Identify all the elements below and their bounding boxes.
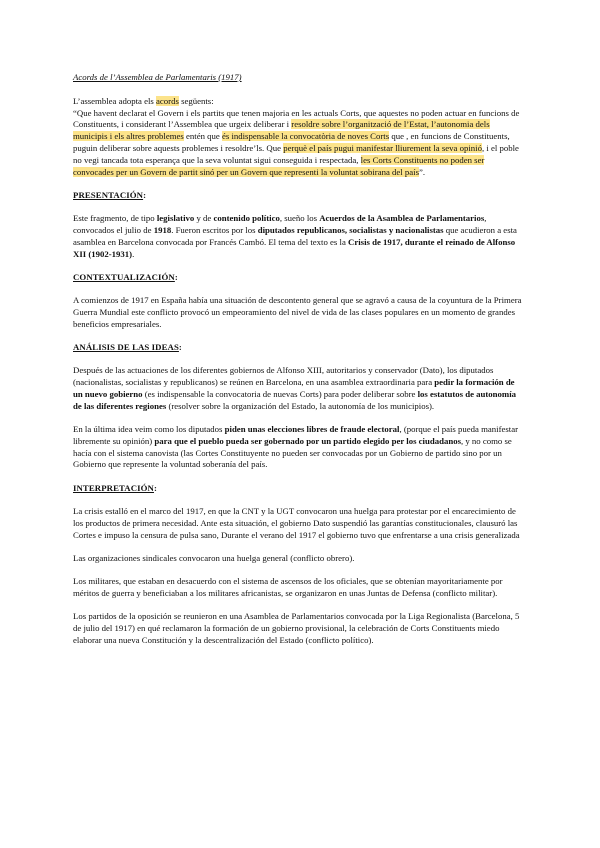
text-segment: Después de las actuaciones de los diferentes gobiernos de Alfonso XIII, autoritarios y conservador (Dato), los diputados (nacionalistas, socialistas y republicanos) se reúnen en Barcelona, en una asamblea extraordinaria para — [73, 365, 494, 388]
section-heading-analisis — [73, 342, 525, 354]
text-segment: En la última idea veim como los diputados — [73, 424, 225, 435]
bold-segment: pedir la formación de un nuevo gobierno — [73, 377, 515, 399]
heading-text: CONTEXTUALIZACIÓN — [73, 271, 175, 282]
interpretacion-paragraph-1: La crisis estalló en el marco del 1917, en que la CNT y la UGT convocaron una huelga para protestar por el encarecimiento de los productos de primera necesidad. Ante esta situación, el gobierno Dato suspendió las garantías constitucionales, clausuró las Cortes e impuso la censura de pulsa sano, Durante el verano del 1917 el gobierno tuvo que enfrentarse a una crisis generalizada — [73, 506, 520, 540]
quote-highlight: és indispensable la convocatòria de noves Corts — [221, 131, 390, 142]
quote-segment: que , en funcions de Constituents, puguin deliberar sobre aquests problemes i resoldre’ls. Que — [73, 131, 510, 153]
quote-intro-text: L’assemblea adopta els — [73, 95, 157, 106]
highlight-acords: acords — [156, 95, 179, 106]
quote-highlight: resoldre sobre l’organització de l’Estat, l’autonomia dels municipis i els altres problemes — [73, 119, 490, 142]
text-segment: . Fueron escritos por los — [171, 224, 258, 235]
bold-segment: para que el pueblo pueda ser gobernado por un partido elegido per los ciudadanos — [154, 435, 461, 446]
document-page — [73, 72, 525, 658]
heading-text: ANÁLISIS DE LAS IDEAS — [73, 342, 179, 353]
quote-intro — [73, 96, 525, 108]
text-segment: , sueño los — [279, 213, 320, 224]
analisis-paragraph-2 — [73, 424, 525, 471]
bold-segment: diputados republicanos, socialistas y nacionalistas — [257, 224, 444, 235]
quote-highlight: perquè el país pugui manifestar lliurement la seva opinió — [283, 142, 482, 153]
interpretacion-paragraph-4: Los partidos de la oposición se reunieron en una Asamblea de Parlamentarios convocada por la Liga Regionalista (Barcelona, 5 de julio del 1917) en qué reclamaron la formación de un gobierno provisional, la celebración de Corts Constituents miedo elaborar una nueva Constitución y la descentralización del Estado (conflicto político). — [73, 611, 520, 645]
interpretacion-paragraph-3: Los militares, que estaban en desacuerdo con el sistema de ascensos de los oficiales, que se obtenían mayoritariamente por méritos de guerra y beneficiaban a los militares africanistas, se organizaron en unas Juntas de Defensa (conflicto militar). — [73, 576, 503, 598]
quote-segment: “Que havent declarat el Govern i els partits que tenen majoria en les actuals Corts, que aquestes no poden actuar en funcions de Constituents, i considerant l’Assemblea que urgeix deliberar i — [73, 107, 520, 130]
text-segment: Este fragmento, de tipo — [73, 213, 157, 224]
heading-text: PRESENTACIÓN — [73, 189, 144, 200]
bold-segment: Acuerdos de la Asamblea de Parlamentarios — [319, 213, 485, 224]
presentacion-paragraph — [73, 213, 525, 260]
section-heading-presentacion — [73, 190, 525, 202]
bold-segment: 1918 — [153, 224, 172, 235]
quote-paragraph — [73, 108, 525, 179]
analisis-paragraph-1 — [73, 365, 525, 412]
text-segment: (resolver sobre la organización del Estado, la autonomía de los municipios). — [166, 400, 435, 411]
heading-text: INTERPRETACIÓN — [73, 482, 154, 493]
text-segment: (es indispensable la convocatoria de nuevas Corts) para poder deliberar sobre — [142, 388, 418, 399]
text-segment: . — [132, 248, 135, 259]
contextualizacion-paragraph: A comienzos de 1917 en España había una situación de descontento general que se agravó a causa de la coyuntura de la Primera Guerra Mundial este conflicto provocó un empeoramiento del nivel de vida de las clases populares en un momento de grandes beneficios empresariales. — [73, 295, 522, 329]
heading-colon: : — [153, 482, 157, 493]
document-title: Acords de l’Assemblea de Parlamentaris (1917) — [73, 72, 242, 82]
heading-colon: : — [178, 342, 182, 353]
heading-colon: : — [174, 271, 178, 282]
quote-segment: ”. — [419, 166, 426, 177]
text-segment: , convocados el julio de — [73, 213, 487, 235]
text-segment: y de — [194, 213, 214, 224]
bold-segment: legislativo — [156, 213, 195, 224]
text-segment: que acudieron a esta asamblea en Barcelona convocada por Francés Cambó. El tema del texto es la — [73, 224, 517, 247]
bold-segment: los estatutos de autonomía de las diferentes regiones — [73, 388, 517, 411]
text-segment: , y no como se hacía con el sistema canovista (las Cortes Constituyente no pueden ser convocadas por un Gobierno de partido sino por un Gobierno que represente la voluntad soberanía del país. — [73, 435, 512, 470]
text-segment: , (porque el país pueda manifestar libremente su opinión) — [73, 424, 519, 446]
bold-segment: contenido político — [213, 213, 280, 224]
quote-highlight: les Corts Constituents no poden ser convocades per un Govern de partit sinó per un Govern que representi la voluntat sobirana del país — [73, 154, 485, 177]
quote-segment: entén que — [183, 131, 222, 142]
interpretacion-paragraph-2: Las organizaciones sindicales convocaron una huelga general (conflicto obrero). — [73, 552, 355, 563]
heading-colon: : — [143, 189, 147, 200]
quote-intro-tail: següents: — [178, 95, 214, 106]
bold-segment: piden unas elecciones libres de fraude electoral — [224, 424, 400, 435]
section-heading-interpretacion — [73, 483, 525, 495]
bold-segment: Crisis de 1917, durante el reinado de Alfonso XII (1902-1931) — [73, 236, 516, 259]
quote-segment: , i el poble no vegi tancada tota esperança que la seva voluntat sigui conseguida i respectada, — [73, 142, 519, 165]
section-heading-contextualizacion — [73, 272, 525, 284]
